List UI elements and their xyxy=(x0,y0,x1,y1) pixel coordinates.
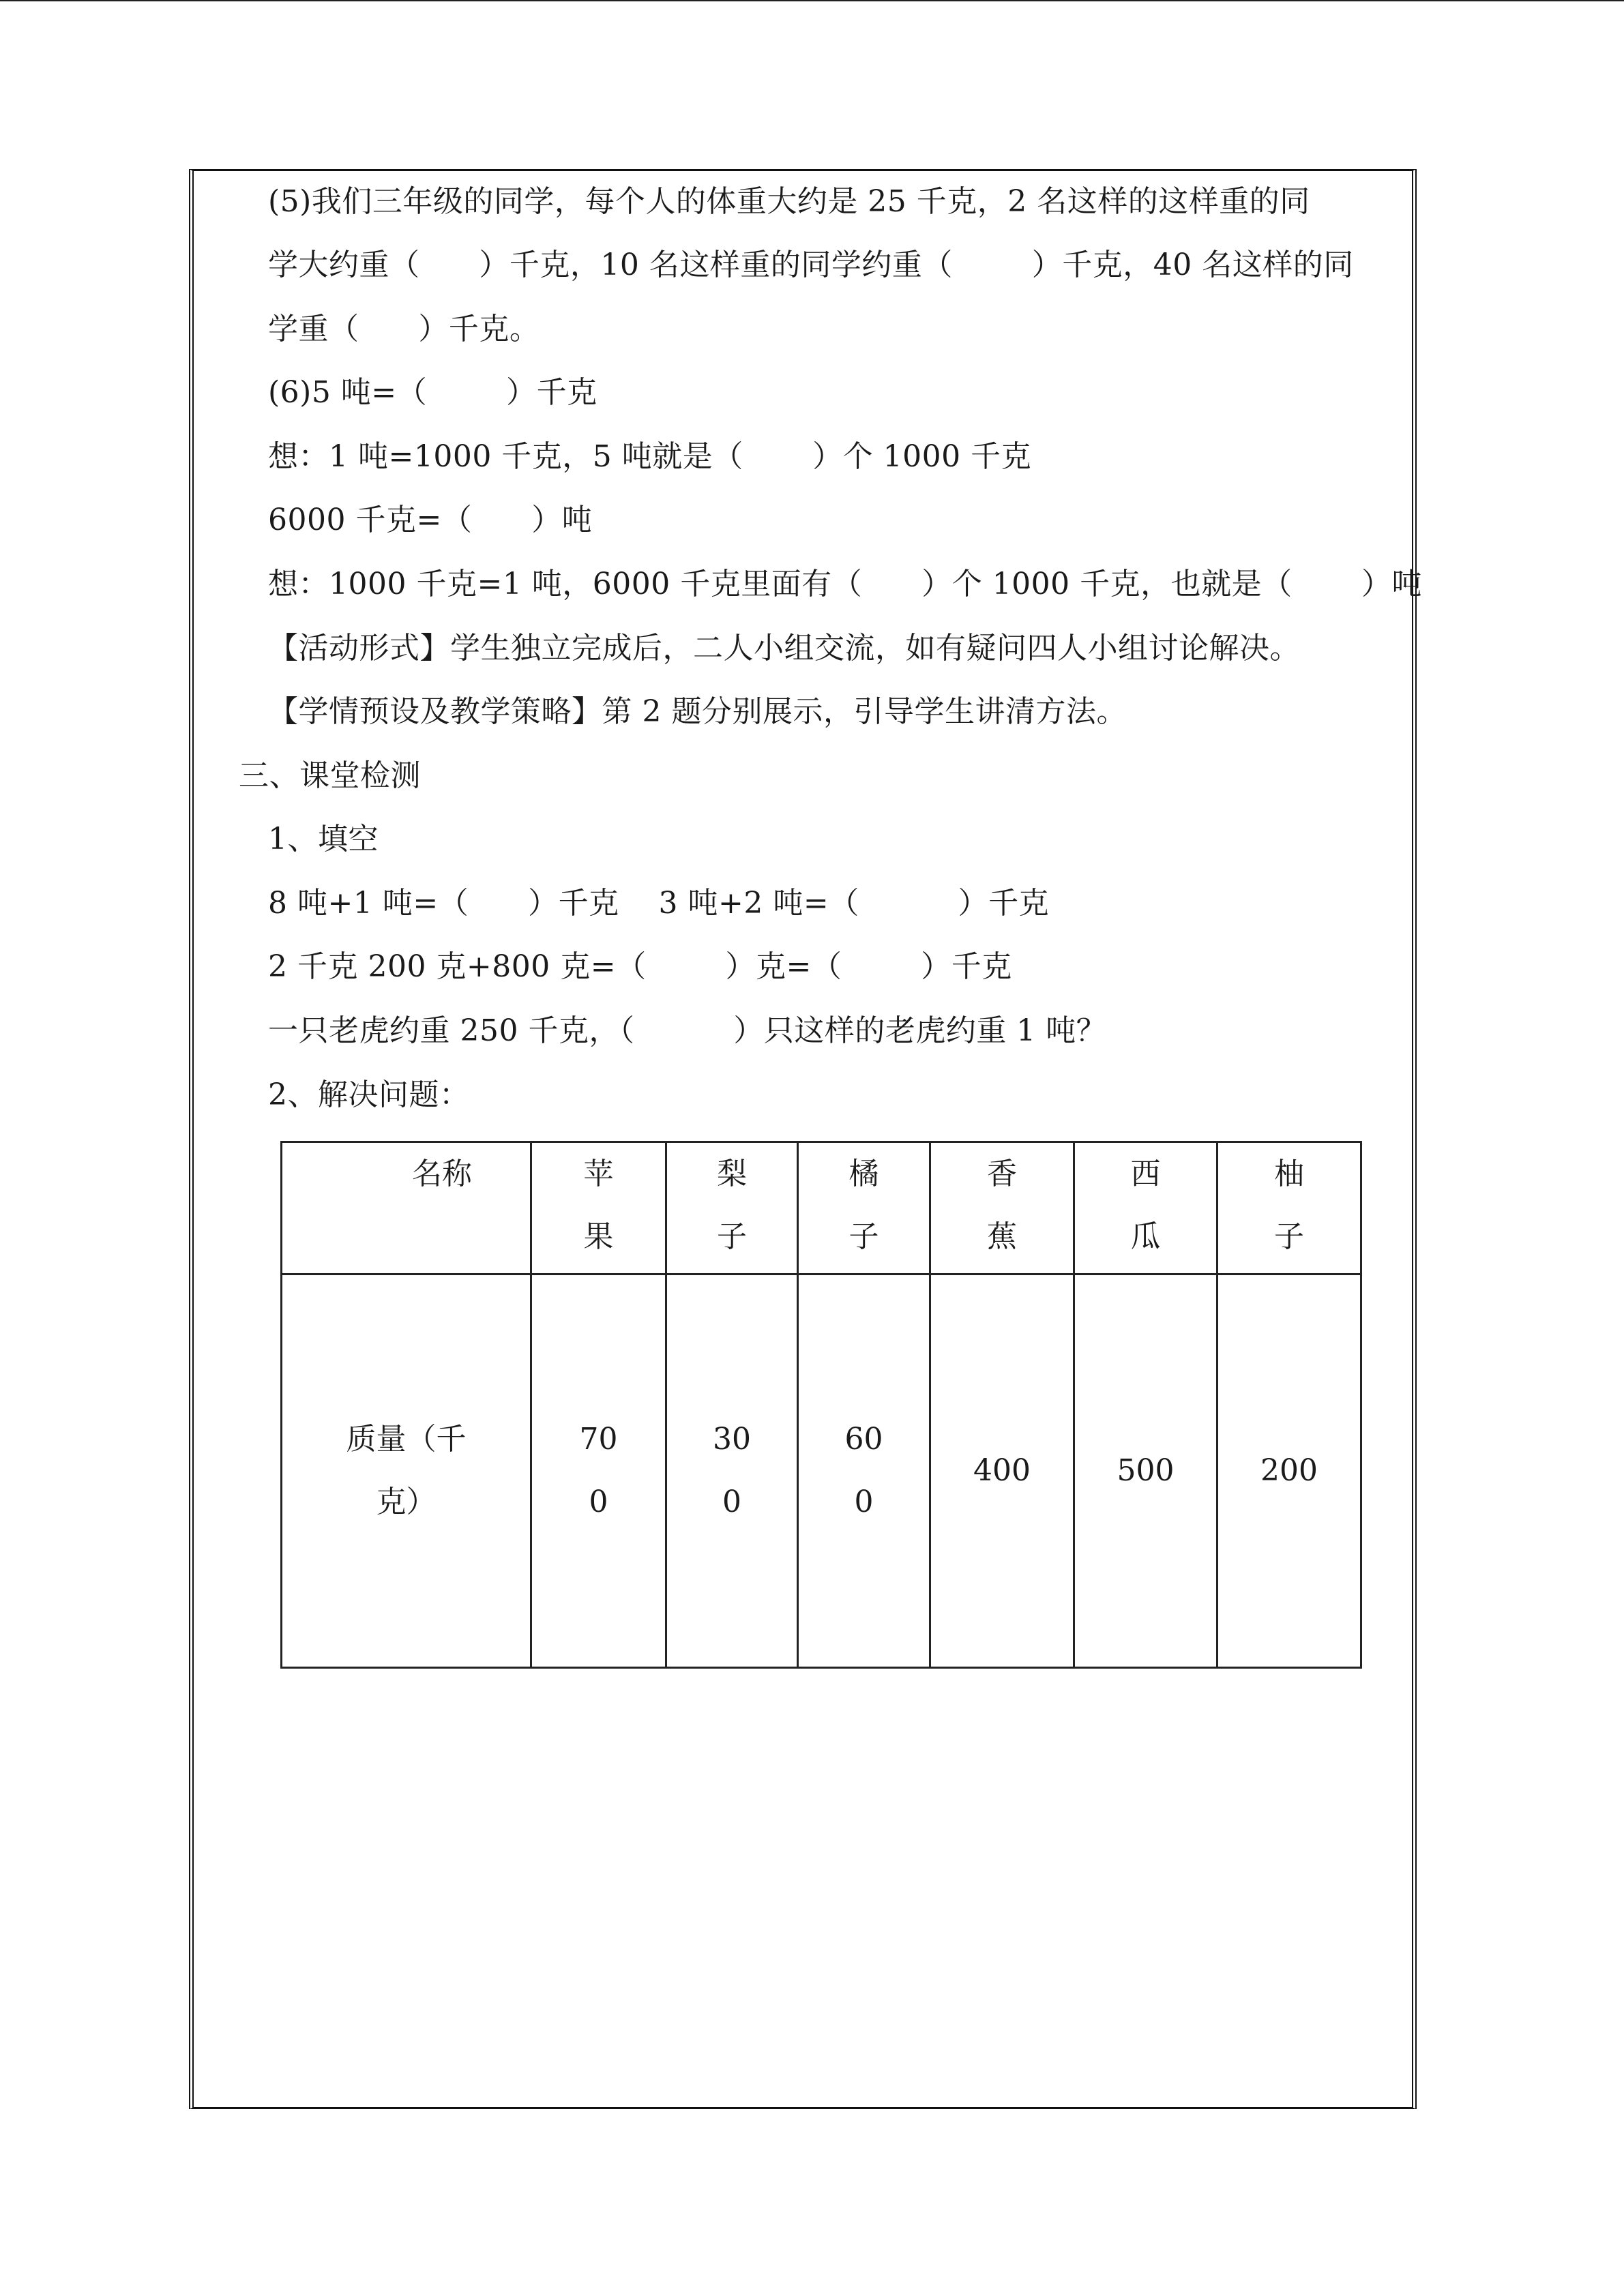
mass-cell xyxy=(798,1274,930,1668)
header-name-label: 名称 xyxy=(412,1157,472,1191)
header-name-cell xyxy=(282,1142,531,1274)
fruit-cell xyxy=(666,1142,798,1274)
mass-cell xyxy=(930,1274,1074,1668)
question-6-line-1: (6)5 吨=（ ）千克 xyxy=(268,375,597,410)
question-6-line-3: 6000 千克=（ ）吨 xyxy=(268,503,593,537)
fill-blank-line-2: 2 千克 200 克+800 克=（ ）克=（ ）千克 xyxy=(268,949,1012,984)
fruit-cell xyxy=(1074,1142,1217,1274)
top-rule xyxy=(0,0,1624,1)
fruit-name: 橘子 xyxy=(848,1157,879,1254)
fruit-cell xyxy=(1217,1142,1361,1274)
fill-blank-line-3: 一只老虎约重 250 千克，（ ）只这样的老虎约重 1 吨？ xyxy=(268,1013,1107,1048)
section-heading-classroom-check: 三、课堂检测 xyxy=(239,758,421,793)
mass-value: 300 xyxy=(713,1422,751,1519)
table-mass-row xyxy=(282,1274,1361,1668)
fruit-mass-table xyxy=(280,1141,1362,1669)
row-label-cell xyxy=(282,1274,531,1668)
fruit-name: 香蕉 xyxy=(987,1157,1017,1254)
question-5-line-3: 学重（ ）千克。 xyxy=(268,312,540,346)
fruit-cell xyxy=(798,1142,930,1274)
mass-value: 500 xyxy=(1117,1453,1175,1488)
mass-value: 400 xyxy=(973,1453,1031,1488)
mass-cell xyxy=(666,1274,798,1668)
fruit-cell xyxy=(930,1142,1074,1274)
solve-problem-title: 2、解决问题： xyxy=(268,1077,470,1112)
teaching-strategy: 【学情预设及教学策略】第 2 题分别展示，引导学生讲清方法。 xyxy=(268,694,1127,729)
fill-blank-title: 1、填空 xyxy=(268,822,379,856)
activity-form: 【活动形式】学生独立完成后，二人小组交流，如有疑问四人小组讨论解决。 xyxy=(268,631,1300,666)
mass-row-label: 质量（千克） xyxy=(346,1422,467,1519)
mass-value: 700 xyxy=(579,1422,618,1519)
question-6-line-4: 想：1000 千克=1 吨，6000 千克里面有（ ）个 1000 千克，也就是（ ）吨 xyxy=(268,567,1423,601)
table-header-row xyxy=(282,1142,1361,1274)
mass-cell xyxy=(531,1274,666,1668)
fruit-cell xyxy=(531,1142,666,1274)
mass-value: 200 xyxy=(1260,1453,1318,1488)
fruit-name: 梨子 xyxy=(717,1157,747,1254)
fruit-name: 西瓜 xyxy=(1130,1157,1161,1254)
question-5-line-2: 学大约重（ ）千克，10 名这样重的同学约重（ ）千克，40 名这样的同 xyxy=(268,248,1354,282)
mass-cell xyxy=(1217,1274,1361,1668)
mass-cell xyxy=(1074,1274,1217,1668)
fruit-name: 柚子 xyxy=(1274,1157,1304,1254)
fill-blank-line-1: 8 吨+1 吨=（ ）千克 3 吨+2 吨=（ ）千克 xyxy=(268,886,1050,921)
fruit-name: 苹果 xyxy=(583,1157,614,1254)
question-5-line-1: (5)我们三年级的同学，每个人的体重大约是 25 千克，2 名这样的这样重的同 xyxy=(268,184,1310,219)
mass-value: 600 xyxy=(844,1422,883,1519)
question-6-line-2: 想：1 吨=1000 千克，5 吨就是（ ）个 1000 千克 xyxy=(268,439,1032,474)
